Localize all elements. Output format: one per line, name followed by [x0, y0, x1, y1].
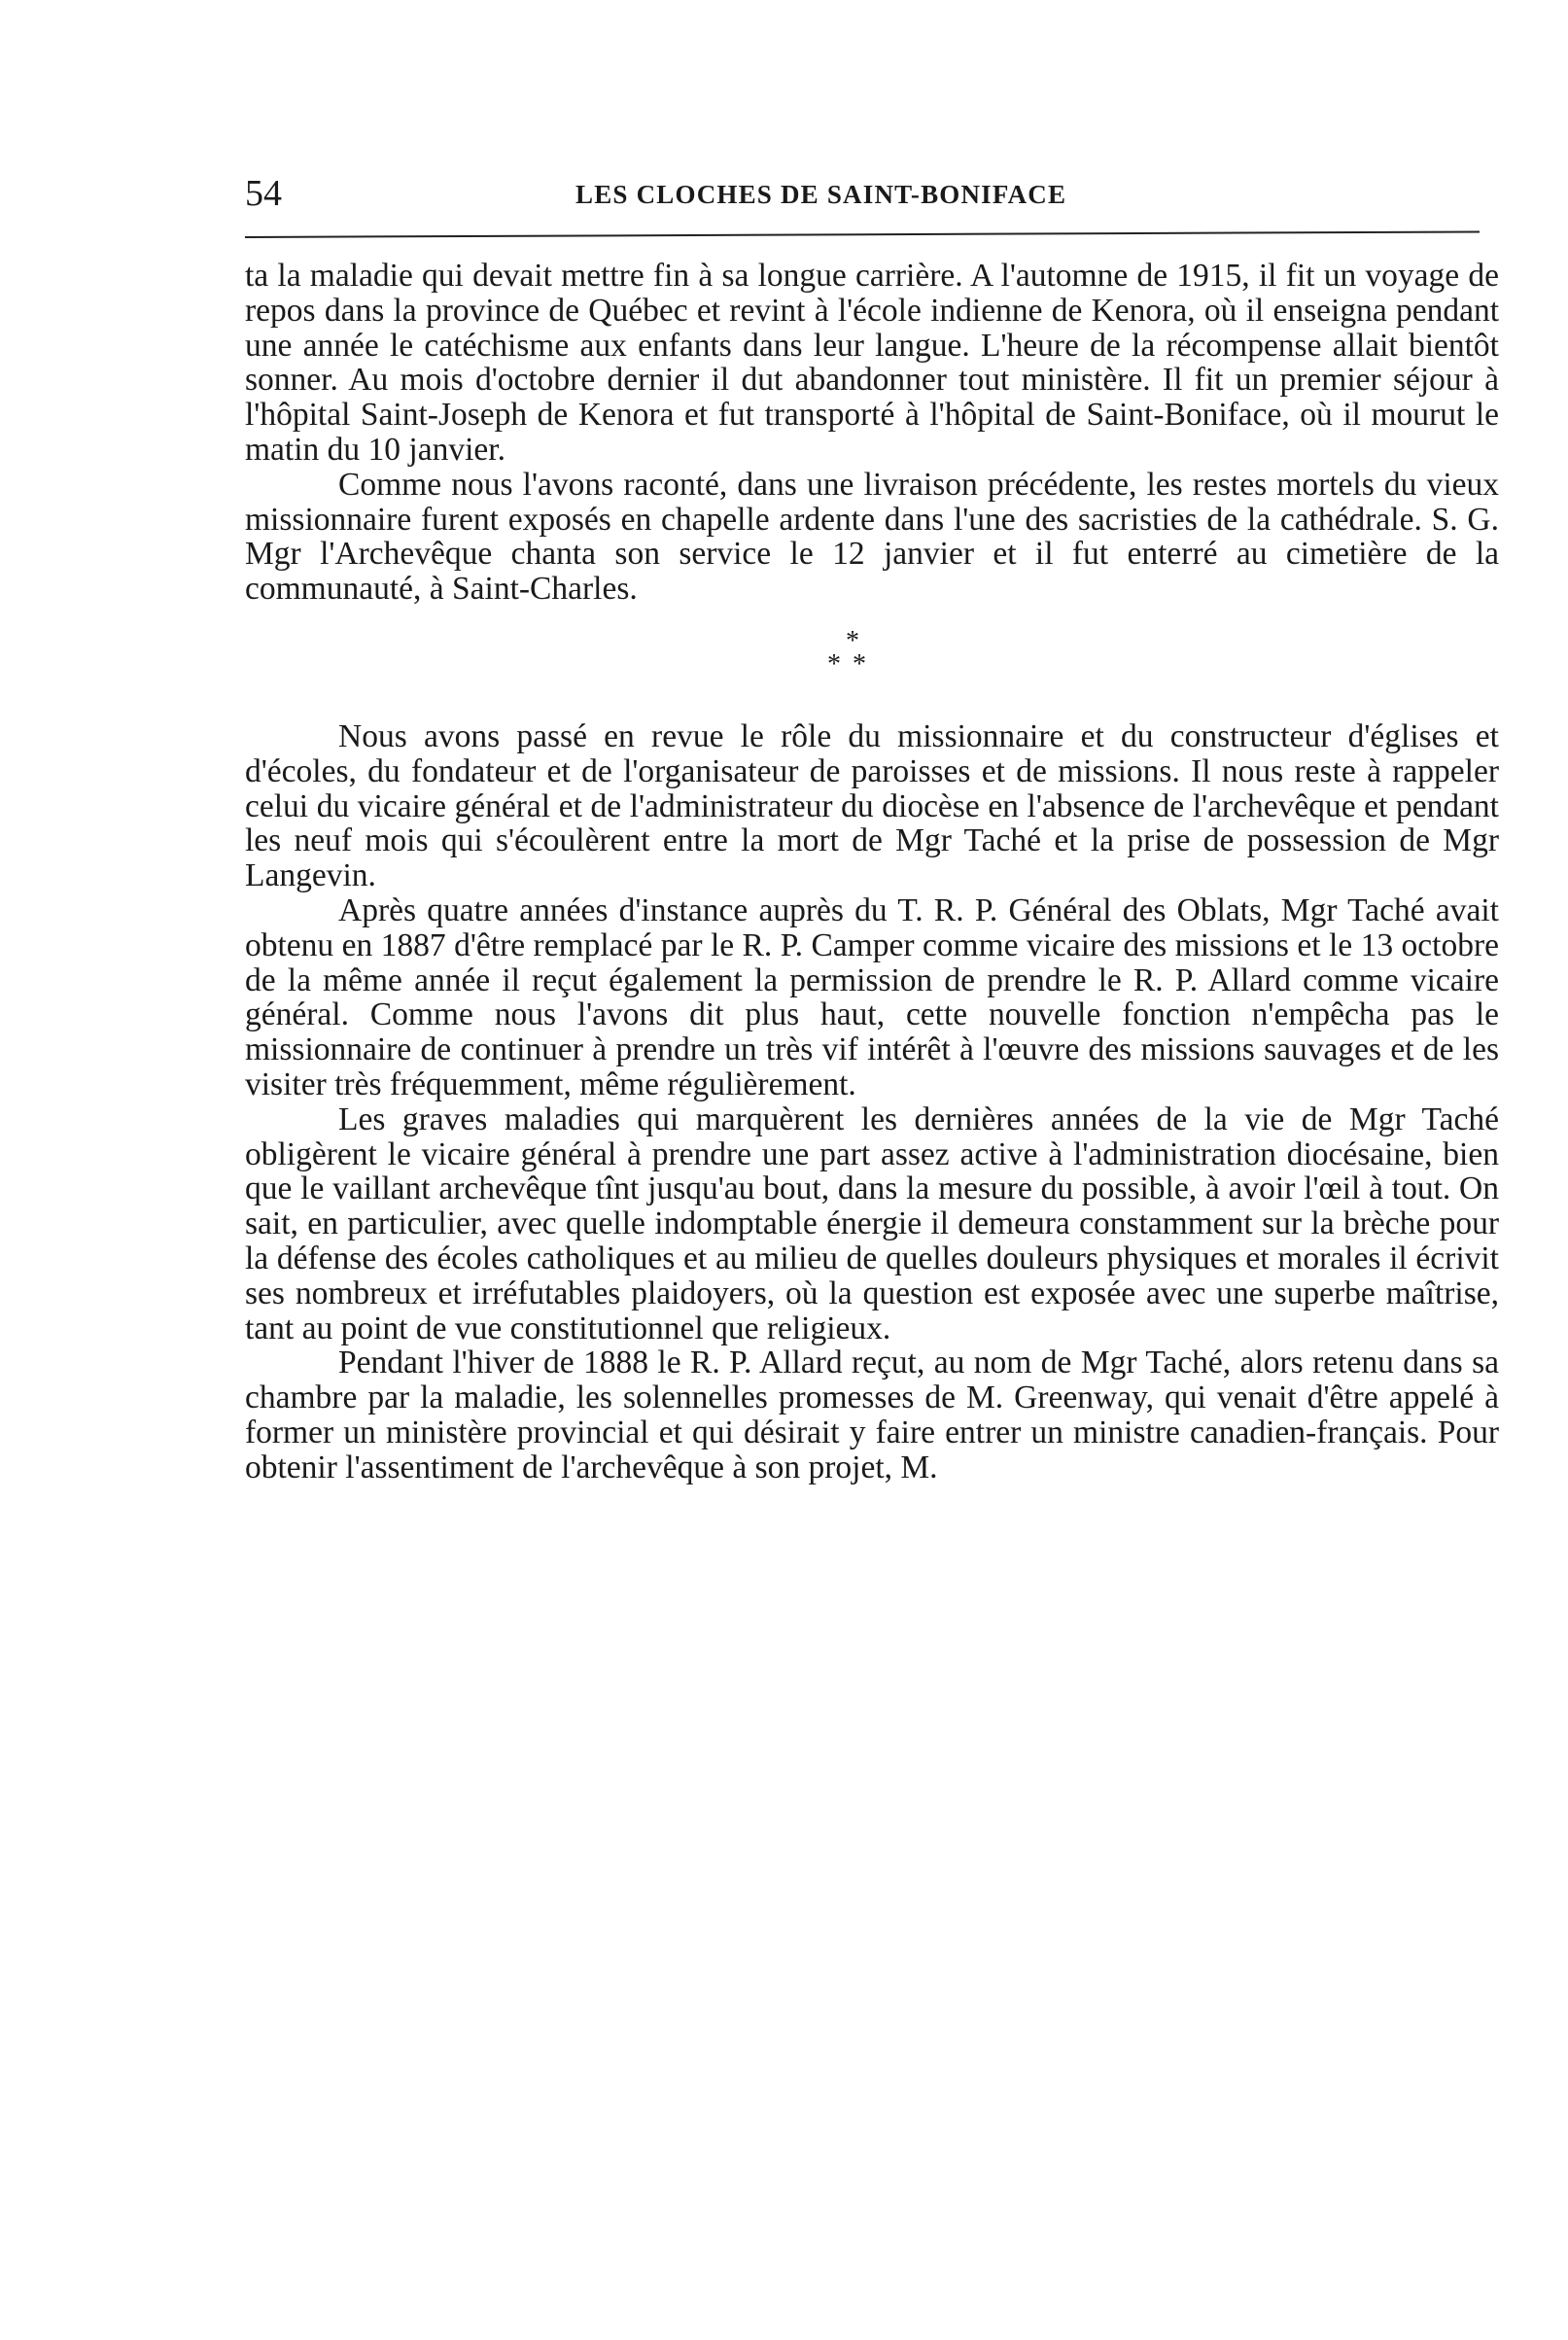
paragraph-1: ta la maladie qui devait mettre fin à sa longue carrière. A l'automne de 1915, il fit un voyage de repos dans la province de Québec et revint à l'école indienne de Kenora, où il enseigna pendant une année le catéchisme aux enfants dans leur langue. L'heure de la récompense allait bientôt sonner. Au mois d'octobre dernier il dut abandonner tout ministère. Il fit un premier séjour à l'hôpital Saint-Joseph de Kenora et fut transporté à l'hôpital de Saint-Boniface, où il mourut le matin du 10 janvier. [245, 258, 1499, 468]
header-rule [245, 230, 1480, 238]
page-number: 54 [245, 173, 282, 214]
running-title: LES CLOCHES DE SAINT-BONIFACE [575, 180, 1067, 209]
paragraph-2: Comme nous l'avons raconté, dans une livraison précédente, les restes mortels du vieux missionnaire furent exposés en chapelle ardente dans l'une des sacristies de la cathédrale. S. G. Mgr l'Archevêque chanta son service le 12 janvier et il fut enterré au cimetière de la communauté, à Saint-Charles. [245, 466, 1499, 608]
body-text [245, 259, 1499, 1485]
page-header [245, 171, 1470, 220]
asterism-top: * [846, 625, 859, 656]
paragraph-3: Nous avons passé en revue le rôle du missionnaire et du constructeur d'églises et d'écoles, du fondateur et de l'organisateur de paroisses et de missions. Il nous reste à rappeler celui du vicaire général et de l'administrateur du diocèse en l'absence de l'archevêque et pendant les neuf mois qui s'écoulèrent entre la mort de Mgr Taché et la prise de possession de Mgr Langevin. [245, 717, 1499, 894]
section-asterism [245, 625, 1499, 680]
paragraph-6: Pendant l'hiver de 1888 le R. P. Allard reçut, au nom de Mgr Taché, alors retenu dans sa chambre par la maladie, les solennelles promesses de M. Greenway, qui venait d'être appelé à former un ministère provincial et qui désirait y faire entrer un ministre canadien-français. Pour obtenir l'assentiment de l'archevêque à son projet, M. [245, 1345, 1499, 1485]
asterism-bottom: ** [827, 648, 878, 680]
paragraph-4: Après quatre années d'instance auprès du T. R. P. Général des Oblats, Mgr Taché avait obtenu en 1887 d'être remplacé par le R. P. Camper comme vicaire des missions et le 13 octobre de la même année il reçut également la permission de prendre le R. P. Allard comme vicaire général. Comme nous l'avons dit plus haut, cette nouvelle fonction n'empêcha pas le missionnaire de continuer à prendre un très vif intérêt à l'œuvre des missions sauvages et de les visiter très fréquemment, même régulièrement. [245, 891, 1499, 1102]
paragraph-5: Les graves maladies qui marquèrent les dernières années de la vie de Mgr Taché obligèrent le vicaire général à prendre une part assez active à l'administration diocésaine, bien que le vaillant archevêque tînt jusqu'au bout, dans la mesure du possible, à avoir l'œil à tout. On sait, en particulier, avec quelle indomptable énergie il demeura constamment sur la brèche pour la défense des écoles catholiques et au milieu de quelles douleurs physiques et morales il écrivit ses nombreux et irréfutables plaidoyers, où la question est exposée avec une superbe maîtrise, tant au point de vue constitutionnel que religieux. [245, 1100, 1499, 1346]
